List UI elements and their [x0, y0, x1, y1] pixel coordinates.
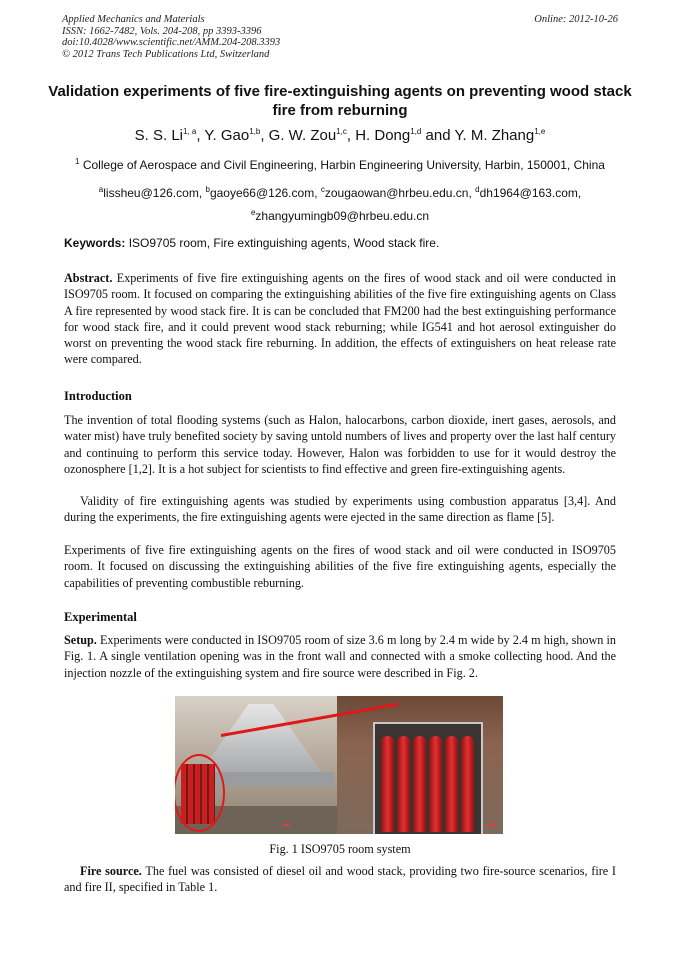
abstract-label: Abstract.: [64, 271, 113, 285]
intro-paragraph-2: Validity of fire extinguishing agents was studied by experiments using combustion apparatus [3,4]. And during the experiments, the fire extinguishing agents were ejected in the same direction as flame [5].: [64, 494, 616, 525]
keywords: [64, 236, 624, 250]
setup-paragraph: [64, 632, 616, 681]
intro-paragraph-1: The invention of total flooding systems (such as Halon, halocarbons, carbon dioxide, inert gases, aerosols, and water mist) have truly benefited society by saving untold numbers of lives and property over the last half century and continuing to perform this service today. However, Halon was forbidden to use for it would destroy the ozonosphere [1,2]. It is a hot subject for scientists to find effective and green fire-extinguishing agents.: [64, 413, 616, 476]
email-link[interactable]: lissheu@126.com: [103, 186, 199, 200]
author: H. Dong: [355, 127, 411, 144]
email-sup: a: [98, 185, 104, 194]
author: Y. Gao: [204, 127, 250, 144]
experimental-heading: Experimental: [64, 610, 137, 624]
email-sup: d: [475, 185, 480, 194]
setup-text: Experiments were conducted in ISO9705 room of size 3.6 m long by 2.4 m wide by 2.4 m high, shown in Fig. 1. A single ventilation opening was in the front wall and connected with a smoke collecting hood. And the injection nozzle of the extinguishing system and fire source were described in Fig. 2.: [64, 633, 616, 680]
affiliation-text: College of Aerospace and Civil Engineering, Harbin Engineering University, Harbin, 150001, China: [82, 158, 605, 172]
cylinder: [445, 736, 458, 832]
fire-source-label: Fire source.: [80, 864, 142, 878]
highlight-circle: [175, 754, 225, 832]
email-list: $^a$lissheu@126.com, $^b$gaoye66@126.com, $^c$zougaowan@hrbeu.edu.cn, $^d$dh1964@163.com, $^e$zhangyumingb09@hrbeu.edu.cn: [98, 185, 582, 223]
issn: ISSN: 1662-7482, Vols. 204-208, pp 3393-3396: [62, 25, 262, 37]
figure-caption: Fig. 1 ISO9705 room system: [269, 842, 411, 856]
introduction-heading: Introduction: [64, 389, 132, 403]
keywords-label: Keywords:: [64, 236, 126, 250]
photo-stamp: ▬: [488, 821, 495, 828]
author: S. S. Li: [134, 127, 183, 144]
abstract-text: Experiments of five fire extinguishing agents on the fires of wood stack and oil were conducted in ISO9705 room. It focused on comparing the extinguishing abilities of the five fire extinguishing agents on Class A fire represented by wood stack fire. It is can be concluded that FM200 had the best extinguishing performance for wood stack fire, and it could prevent wood stack reburning; while IG541 and hot aerosol extinguisher do worst on preventing the wood stack fire reburning. In addition, the effects of extinguishers on heat release rate were compared.: [64, 271, 617, 367]
affiliation: [30, 157, 650, 172]
figure-1-photos: [175, 696, 503, 834]
smoke-hood: [199, 704, 323, 774]
online-date: Online: 2012-10-26: [534, 14, 618, 25]
copyright: © 2012 Trans Tech Publications Ltd, Switzerland: [62, 48, 270, 60]
cylinder: [413, 736, 426, 832]
doi: doi:10.4028/www.scientific.net/AMM.204-208.3393: [62, 37, 281, 48]
extinguisher-cabinet: [373, 722, 483, 834]
author-sup: 1, a: [183, 127, 197, 136]
intro-paragraph-3: Experiments of five fire extinguishing agents on the fires of wood stack and oil were conducted in ISO9705 room. It focused on discussing the extinguishing abilities of the five fire extinguishing agents, especially the capabilities of preventing combustible reburning.: [64, 543, 616, 590]
author-sup: 1,d: [410, 127, 422, 136]
author: Y. M. Zhang: [454, 127, 535, 144]
cylinder: [397, 736, 410, 832]
journal-header: [62, 14, 618, 60]
extinguisher-photo: [337, 696, 503, 834]
email-link[interactable]: zougaowan@hrbeu.edu.cn: [324, 186, 469, 200]
photo-stamp: ▬: [283, 821, 290, 828]
paper-title: Validation experiments of five fire-extinguishing agents on preventing wood stack fire from reburning: [48, 83, 632, 119]
email-sup: b: [205, 185, 210, 194]
abstract: [64, 270, 616, 368]
email-link[interactable]: zhangyumingb09@hrbeu.edu.cn: [255, 209, 430, 223]
keywords-text: ISO9705 room, Fire extinguishing agents, Wood stack fire.: [128, 236, 440, 250]
author: G. W. Zou: [268, 127, 337, 144]
journal-name: Applied Mechanics and Materials: [62, 14, 205, 25]
author-sup: 1,b: [249, 127, 261, 136]
email-sup: c: [320, 185, 325, 194]
author-sup: 1,e: [534, 127, 546, 136]
cylinder: [461, 736, 474, 832]
author-sup: 1,c: [336, 127, 347, 136]
fire-source-paragraph: [64, 863, 616, 896]
email-link[interactable]: dh1964@163.com: [479, 186, 578, 200]
email-sup: e: [250, 208, 256, 217]
fire-source-text: The fuel was consisted of diesel oil and wood stack, providing two fire-source scenarios, fire I and fire II, specified in Table 1.: [64, 864, 616, 895]
cylinder: [381, 736, 394, 832]
author-list: S. S. Li$^{1, a}$, Y. Gao$^{1,b}$, G. W. Zou$^{1,c}$, H. Dong$^{1,d}$ and Y. M. Zhang$^{1,e}$: [134, 127, 546, 144]
email-link[interactable]: gaoye66@126.com: [209, 186, 315, 200]
affiliation-sup: 1: [75, 157, 80, 166]
setup-label: Setup.: [64, 633, 97, 647]
cylinder: [429, 736, 442, 832]
